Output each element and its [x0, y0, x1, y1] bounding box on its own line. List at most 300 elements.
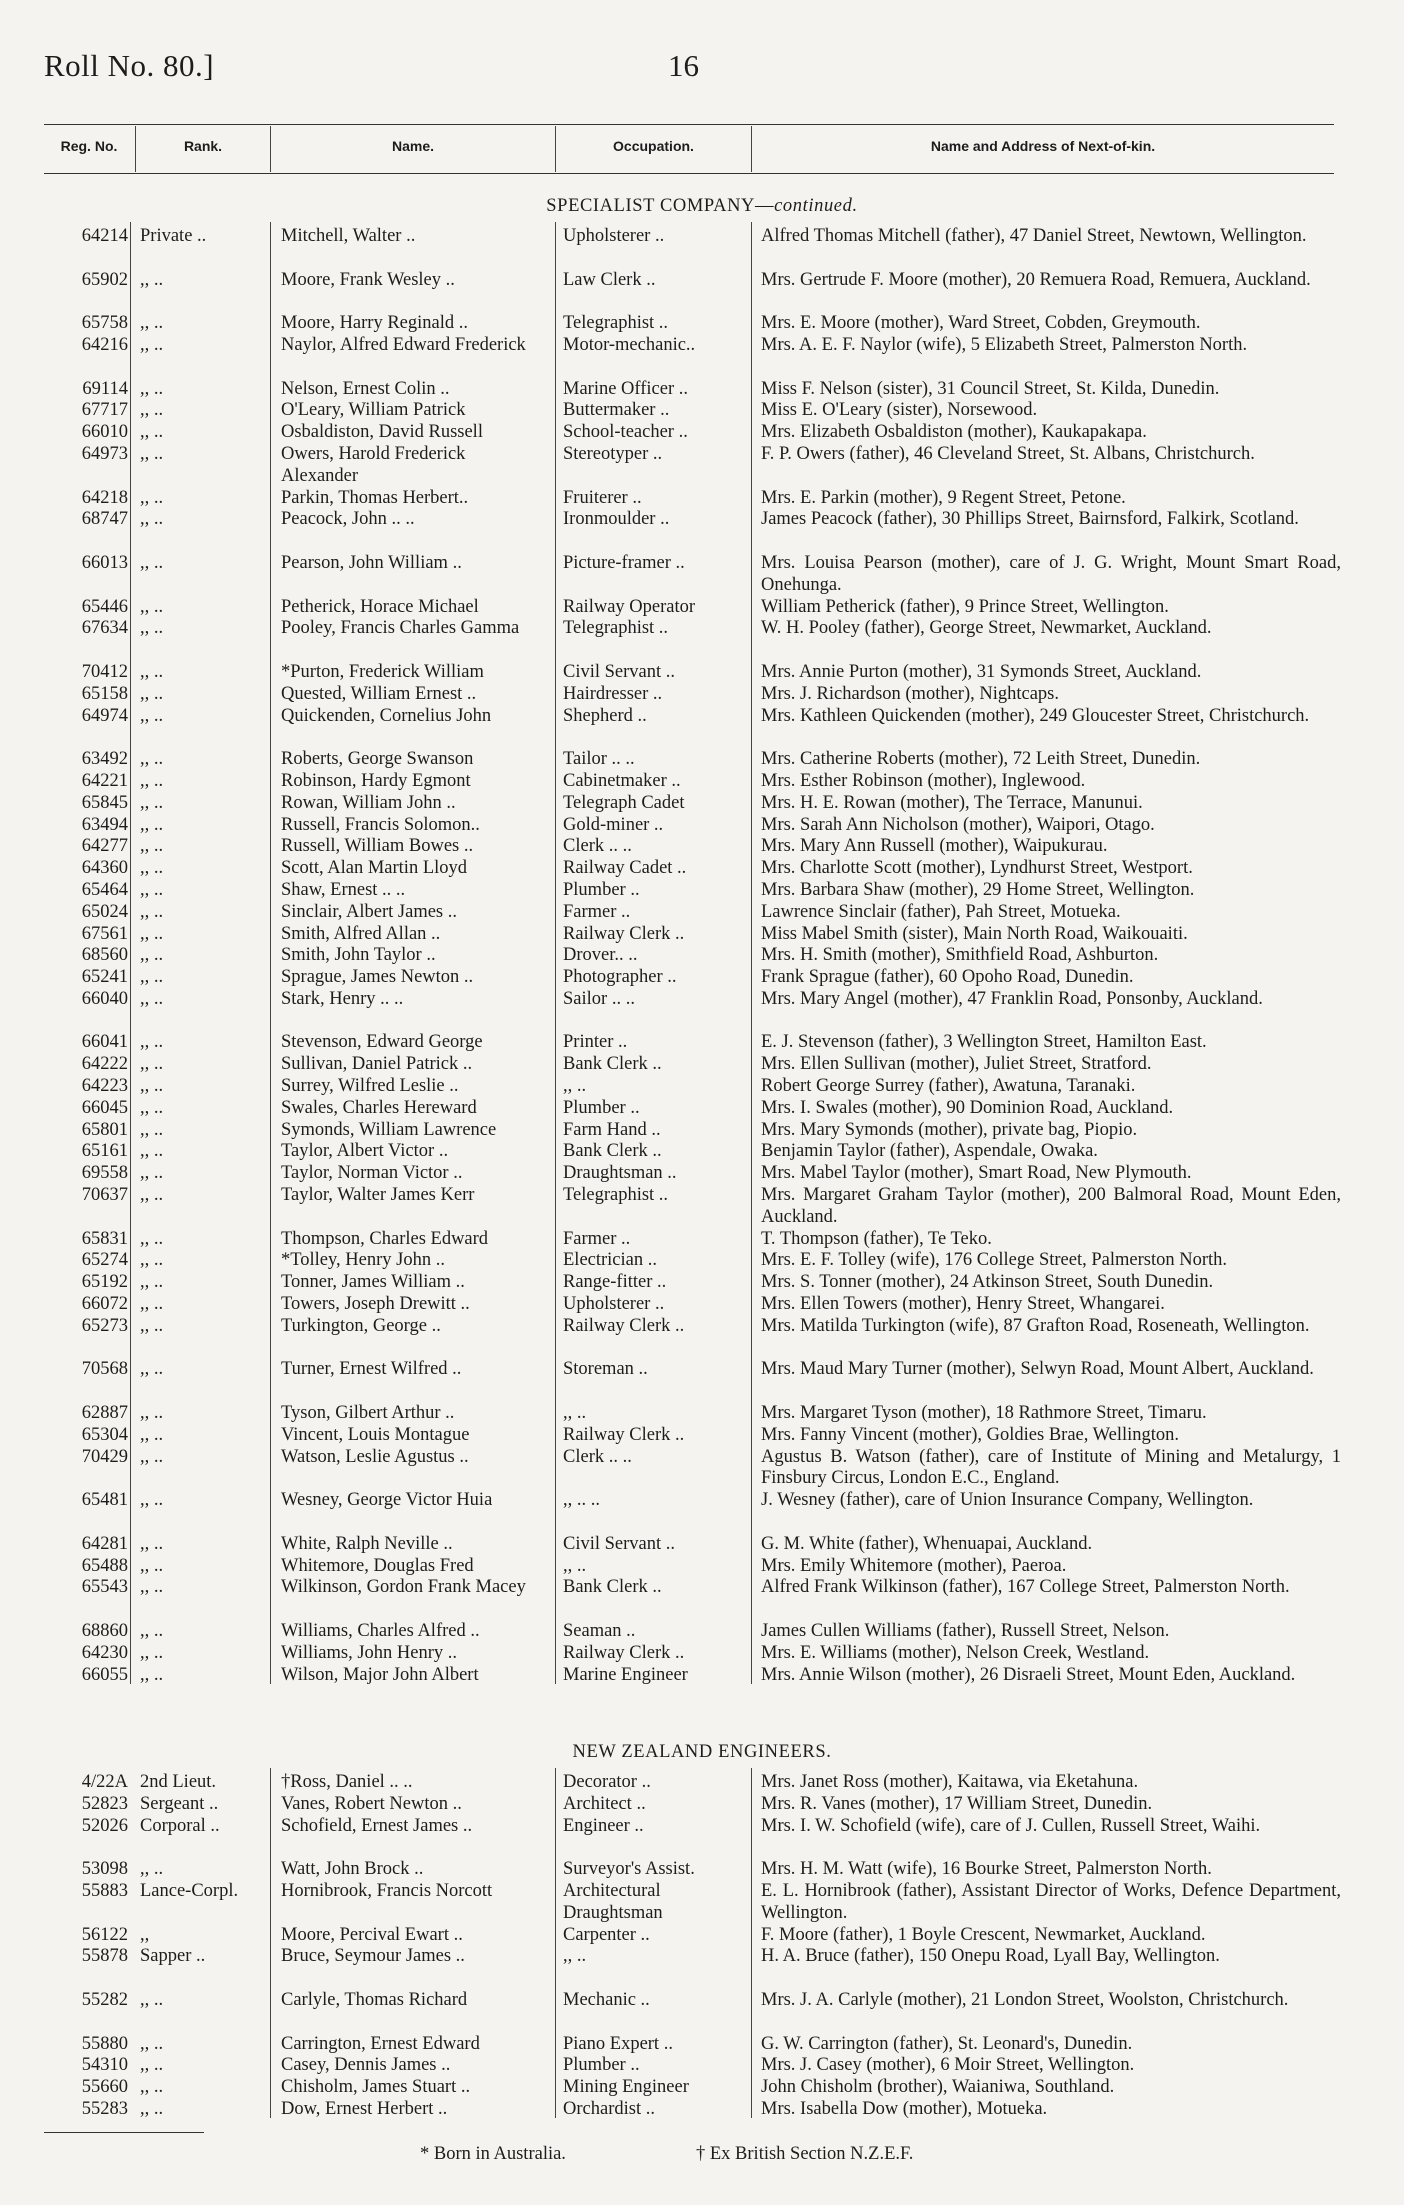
rank: ,, ..	[140, 1555, 164, 1576]
occupation: Decorator ..	[563, 1772, 651, 1792]
rank: ,,	[140, 1924, 150, 1945]
occupation: Piano Expert ..	[563, 2033, 673, 2054]
table-row	[0, 1643, 1404, 1665]
reg-number: 64277	[81, 836, 128, 857]
reg-number: 65241	[81, 967, 128, 988]
rank: ,, ..	[140, 2033, 164, 2054]
rank: ,, ..	[140, 836, 164, 857]
occupation: Ironmoulder ..	[563, 509, 670, 530]
table-row	[0, 684, 1404, 706]
reg-number: 67634	[81, 618, 128, 639]
table-row	[0, 1294, 1404, 1316]
soldier-name: Williams, Charles Alfred ..	[281, 1621, 480, 1641]
next-of-kin: G. W. Carrington (father), St. Leonard's, Dunedin.	[761, 2033, 1133, 2054]
engineers-table	[0, 1772, 1404, 2121]
reg-number: 70637	[81, 1185, 128, 1206]
reg-number: 66041	[81, 1032, 128, 1053]
occupation: Railway Clerk ..	[563, 923, 685, 944]
occupation: Law Clerk ..	[563, 269, 656, 290]
soldier-name: Nelson, Ernest Colin ..	[281, 378, 450, 399]
occupation: Carpenter ..	[563, 1924, 650, 1945]
occupation: Railway Clerk ..	[563, 1642, 685, 1663]
next-of-kin: Mrs. Janet Ross (mother), Kaitawa, via Eketahuna.	[761, 1772, 1139, 1792]
rank: ,, ..	[140, 334, 164, 355]
rank: ,, ..	[140, 378, 164, 399]
rank: ,, ..	[140, 2055, 164, 2076]
next-of-kin: Miss E. O'Leary (sister), Norsewood.	[761, 400, 1038, 421]
soldier-name: Quested, William Ernest ..	[281, 683, 477, 704]
soldier-name: Wilkinson, Gordon Frank Macey	[281, 1577, 526, 1598]
next-of-kin: Mrs. Charlotte Scott (mother), Lyndhurst Street, Westport.	[761, 858, 1193, 879]
next-of-kin: Mrs. Mary Angel (mother), 47 Franklin Road, Ponsonby, Auckland.	[761, 988, 1263, 1009]
next-of-kin: Mrs. Annie Purton (mother), 31 Symonds Street, Auckland.	[761, 661, 1202, 682]
soldier-name: Carrington, Ernest Edward	[281, 2033, 480, 2054]
next-of-kin: Benjamin Taylor (father), Aspendale, Owaka.	[761, 1141, 1098, 1162]
soldier-name: Vanes, Robert Newton ..	[281, 1793, 462, 1814]
rank: ,, ..	[140, 1359, 164, 1380]
reg-number: 65273	[81, 1315, 128, 1336]
table-row	[0, 1447, 1404, 1491]
rank: ,, ..	[140, 1533, 164, 1554]
reg-number: 64223	[81, 1076, 128, 1097]
occupation: Picture-framer ..	[563, 552, 685, 573]
header-top-rule	[44, 124, 1334, 125]
rank: ,, ..	[140, 1119, 164, 1140]
next-of-kin: Mrs. Catherine Roberts (mother), 72 Leith Street, Dunedin.	[761, 749, 1201, 770]
rank: ,, ..	[140, 2098, 164, 2119]
next-of-kin: Mrs. H. E. Rowan (mother), The Terrace, Manunui.	[761, 792, 1143, 813]
soldier-name: White, Ralph Neville ..	[281, 1533, 453, 1554]
occupation: Mechanic ..	[563, 1989, 650, 2010]
occupation: Civil Servant ..	[563, 661, 676, 682]
table-row	[0, 1120, 1404, 1142]
soldier-name: Moore, Frank Wesley ..	[281, 269, 455, 290]
table-row	[0, 444, 1404, 488]
reg-number: 64230	[81, 1642, 128, 1663]
next-of-kin: Mrs. I. Swales (mother), 90 Dominion Road, Auckland.	[761, 1097, 1174, 1118]
rank: ,, ..	[140, 705, 164, 726]
rank: Sapper ..	[140, 1946, 206, 1967]
next-of-kin: Agustus B. Watson (father), care of Institute of Mining and Metalurgy, 1 Finsbury Circus, London E.C., England.	[761, 1446, 1341, 1489]
reg-number: 65902	[81, 269, 128, 290]
next-of-kin: Mrs. Matilda Turkington (wife), 87 Grafton Road, Roseneath, Wellington.	[761, 1315, 1310, 1336]
soldier-name: Peacock, John .. ..	[281, 509, 415, 530]
rank: ,, ..	[140, 618, 164, 639]
page-number: 16	[668, 48, 699, 83]
next-of-kin: Mrs. A. E. F. Naylor (wife), 5 Elizabeth Street, Palmerston North.	[761, 334, 1248, 355]
occupation: Farmer ..	[563, 901, 631, 922]
soldier-name: Whitemore, Douglas Fred	[281, 1555, 474, 1576]
table-row	[0, 1859, 1404, 1881]
table-row	[0, 1490, 1404, 1534]
soldier-name: Smith, John Taylor ..	[281, 945, 436, 966]
table-row	[0, 706, 1404, 750]
rank: ,, ..	[140, 1141, 164, 1162]
reg-number: 63492	[81, 749, 128, 770]
soldier-name: Wesney, George Victor Huia	[281, 1490, 493, 1511]
table-row	[0, 749, 1404, 771]
rank: ,, ..	[140, 1163, 164, 1184]
reg-number: 65488	[81, 1555, 128, 1576]
next-of-kin: E. L. Hornibrook (father), Assistant Director of Works, Defence Department, Wellington.	[761, 1880, 1341, 1923]
reg-number: 65446	[81, 596, 128, 617]
rank: ,, ..	[140, 1490, 164, 1511]
next-of-kin: Alfred Thomas Mitchell (father), 47 Daniel Street, Newtown, Wellington.	[761, 226, 1307, 246]
table-row	[0, 2034, 1404, 2056]
occupation: Plumber ..	[563, 1097, 640, 1118]
reg-number: 64281	[81, 1533, 128, 1554]
rank: ,, ..	[140, 1642, 164, 1663]
rank: ,, ..	[140, 923, 164, 944]
soldier-name: Smith, Alfred Allan ..	[281, 923, 441, 944]
occupation: Clerk .. ..	[563, 836, 632, 857]
table-row	[0, 1816, 1404, 1860]
table-row	[0, 924, 1404, 946]
reg-number: 69114	[82, 378, 128, 399]
table-row	[0, 771, 1404, 793]
occupation: Telegraph Cadet	[563, 792, 685, 813]
reg-number: 4/22A	[81, 1772, 128, 1792]
rank: ,, ..	[140, 1294, 164, 1315]
next-of-kin: Lawrence Sinclair (father), Pah Street, Motueka.	[761, 901, 1121, 922]
soldier-name: Stark, Henry .. ..	[281, 988, 404, 1009]
table-row	[0, 1403, 1404, 1425]
reg-number: 66040	[81, 988, 128, 1009]
table-row	[0, 313, 1404, 335]
table-row	[0, 815, 1404, 837]
reg-number: 66045	[81, 1097, 128, 1118]
table-row	[0, 226, 1404, 270]
reg-number: 66013	[81, 552, 128, 573]
reg-number: 53098	[81, 1859, 128, 1880]
reg-number: 55283	[81, 2098, 128, 2119]
next-of-kin: Mrs. Gertrude F. Moore (mother), 20 Remuera Road, Remuera, Auckland.	[761, 269, 1311, 290]
reg-number: 65158	[81, 683, 128, 704]
footnote-born-australia: * Born in Australia.	[420, 2144, 566, 2164]
table-row	[0, 902, 1404, 924]
table-row	[0, 1621, 1404, 1643]
occupation: Drover.. ..	[563, 945, 638, 966]
next-of-kin: Mrs. Annie Wilson (mother), 26 Disraeli Street, Mount Eden, Auckland.	[761, 1664, 1296, 1685]
section-title	[0, 196, 1404, 217]
next-of-kin: Mrs. E. Parkin (mother), 9 Regent Street, Petone.	[761, 487, 1126, 508]
occupation: Sailor .. ..	[563, 988, 635, 1009]
rank: Private ..	[140, 226, 207, 246]
reg-number: 64974	[81, 705, 128, 726]
soldier-name: Tonner, James William ..	[281, 1272, 465, 1293]
table-row	[0, 1054, 1404, 1076]
occupation: Electrician ..	[563, 1250, 657, 1271]
next-of-kin: F. P. Owers (father), 46 Cleveland Street, St. Albans, Christchurch.	[761, 443, 1255, 464]
reg-number: 64360	[81, 858, 128, 879]
occupation: Photographer ..	[563, 967, 677, 988]
reg-number: 62887	[81, 1403, 128, 1424]
soldier-name: Swales, Charles Hereward	[281, 1097, 477, 1118]
next-of-kin: Mrs. Ellen Towers (mother), Henry Street, Whangarei.	[761, 1294, 1165, 1315]
soldier-name: Mitchell, Walter ..	[281, 226, 416, 246]
soldier-name: Towers, Joseph Drewitt ..	[281, 1294, 470, 1315]
rank: ,, ..	[140, 1032, 164, 1053]
table-row	[0, 488, 1404, 510]
reg-number: 70412	[81, 661, 128, 682]
next-of-kin: Frank Sprague (father), 60 Opoho Road, Dunedin.	[761, 967, 1134, 988]
soldier-name: Watson, Leslie Agustus ..	[281, 1446, 469, 1467]
next-of-kin: Mrs. Louisa Pearson (mother), care of J. G. Wright, Mount Smart Road, Onehunga.	[761, 552, 1341, 595]
soldier-name: Parkin, Thomas Herbert..	[281, 487, 469, 508]
soldier-name: Shaw, Ernest .. ..	[281, 879, 406, 900]
table-row	[0, 880, 1404, 902]
soldier-name: Taylor, Albert Victor ..	[281, 1141, 449, 1162]
table-row	[0, 967, 1404, 989]
soldier-name: Williams, John Henry ..	[281, 1642, 458, 1663]
table-row	[0, 858, 1404, 880]
soldier-name: Moore, Harry Reginald ..	[281, 313, 469, 334]
rank: 2nd Lieut.	[140, 1772, 217, 1792]
next-of-kin: Mrs. E. F. Tolley (wife), 176 College Street, Palmerston North.	[761, 1250, 1227, 1271]
next-of-kin: Mrs. I. W. Schofield (wife), care of J. Cullen, Russell Street, Waihi.	[761, 1815, 1261, 1836]
soldier-name: *Purton, Frederick William	[281, 661, 484, 682]
next-of-kin: Mrs. Margaret Graham Taylor (mother), 200 Balmoral Road, Mount Eden, Auckland.	[761, 1185, 1341, 1227]
soldier-name: Moore, Percival Ewart ..	[281, 1924, 463, 1945]
occupation: Marine Officer ..	[563, 378, 688, 399]
rank: ,, ..	[140, 1054, 164, 1075]
rank: ,, ..	[140, 1859, 164, 1880]
occupation: Mining Engineer	[563, 2077, 689, 2098]
col-header-occupation: Occupation.	[613, 138, 694, 154]
rank: ,, ..	[140, 683, 164, 704]
next-of-kin: William Petherick (father), 9 Prince Street, Wellington.	[761, 596, 1169, 617]
soldier-name: *Tolley, Henry John ..	[281, 1250, 445, 1271]
rank: ,, ..	[140, 2077, 164, 2098]
next-of-kin: James Cullen Williams (father), Russell Street, Nelson.	[761, 1621, 1170, 1641]
occupation: Railway Clerk ..	[563, 1315, 685, 1336]
table-row	[0, 597, 1404, 619]
next-of-kin: Mrs. R. Vanes (mother), 17 William Street, Dunedin.	[761, 1793, 1153, 1814]
table-row	[0, 793, 1404, 815]
reg-number: 55282	[81, 1989, 128, 2010]
occupation: Telegraphist ..	[563, 618, 669, 639]
table-row	[0, 1141, 1404, 1163]
soldier-name: Petherick, Horace Michael	[281, 596, 479, 617]
footer-rule	[44, 2132, 204, 2133]
table-row	[0, 1316, 1404, 1360]
reg-number: 65464	[81, 879, 128, 900]
reg-number: 66010	[81, 422, 128, 443]
rank: ,, ..	[140, 269, 164, 290]
soldier-name: Chisholm, James Stuart ..	[281, 2077, 471, 2098]
table-row	[0, 1556, 1404, 1578]
soldier-name: Stevenson, Edward George	[281, 1032, 483, 1053]
soldier-name: Watt, John Brock ..	[281, 1859, 424, 1880]
table-row	[0, 1946, 1404, 1990]
reg-number: 66055	[81, 1664, 128, 1685]
table-row	[0, 1577, 1404, 1621]
table-row	[0, 618, 1404, 662]
col-header-kin: Name and Address of Next-of-kin.	[930, 138, 1156, 154]
occupation: Printer ..	[563, 1032, 628, 1053]
rank: ,, ..	[140, 879, 164, 900]
occupation: Upholsterer ..	[563, 1294, 665, 1315]
table-row	[0, 1098, 1404, 1120]
soldier-name: Pearson, John William ..	[281, 552, 462, 573]
reg-number: 68747	[81, 509, 128, 530]
soldier-name: Owers, Harold Frederick Alexander	[281, 443, 466, 486]
next-of-kin: Mrs. J. A. Carlyle (mother), 21 London Street, Woolston, Christchurch.	[761, 1989, 1289, 2010]
soldier-name: Scott, Alan Martin Lloyd	[281, 858, 468, 879]
table-row	[0, 1794, 1404, 1816]
next-of-kin: Mrs. Mary Symonds (mother), private bag, Piopio.	[761, 1119, 1138, 1140]
reg-number: 66072	[81, 1294, 128, 1315]
next-of-kin: Mrs. Mabel Taylor (mother), Smart Road, New Plymouth.	[761, 1163, 1192, 1184]
occupation: Farm Hand ..	[563, 1119, 661, 1140]
next-of-kin: Mrs. Kathleen Quickenden (mother), 249 Gloucester Street, Christchurch.	[761, 705, 1310, 726]
table-row	[0, 1272, 1404, 1294]
reg-number: 68860	[81, 1621, 128, 1641]
table-row	[0, 1076, 1404, 1098]
next-of-kin: Alfred Frank Wilkinson (father), 167 College Street, Palmerston North.	[761, 1577, 1290, 1598]
next-of-kin: Mrs. Barbara Shaw (mother), 29 Home Street, Wellington.	[761, 879, 1195, 900]
table-row	[0, 2077, 1404, 2099]
col-header-reg: Reg. No.	[60, 138, 118, 154]
rank: ,, ..	[140, 988, 164, 1009]
soldier-name: Bruce, Seymour James ..	[281, 1946, 465, 1967]
reg-number: 65758	[81, 313, 128, 334]
soldier-name: Surrey, Wilfred Leslie ..	[281, 1076, 459, 1097]
next-of-kin: T. Thompson (father), Te Teko.	[761, 1228, 992, 1249]
rank: ,, ..	[140, 422, 164, 443]
next-of-kin: Robert George Surrey (father), Awatuna, Taranaki.	[761, 1076, 1136, 1097]
reg-number: 65831	[81, 1228, 128, 1249]
occupation: Shepherd ..	[563, 705, 647, 726]
occupation: ,, ..	[563, 1555, 587, 1576]
occupation: Plumber ..	[563, 879, 640, 900]
specialist-company-table	[0, 226, 1404, 1708]
soldier-name: Casey, Dennis James ..	[281, 2055, 451, 2076]
soldier-name: Osbaldiston, David Russell	[281, 422, 483, 443]
table-row	[0, 1032, 1404, 1054]
reg-number: 54310	[81, 2055, 128, 2076]
soldier-name: Naylor, Alfred Edward Frederick	[281, 334, 526, 355]
next-of-kin: Mrs. Emily Whitemore (mother), Paeroa.	[761, 1555, 1067, 1576]
soldier-name: Schofield, Ernest James ..	[281, 1815, 473, 1836]
next-of-kin: Miss Mabel Smith (sister), Main North Road, Waikouaiti.	[761, 923, 1188, 944]
occupation: Stereotyper ..	[563, 443, 663, 464]
rank: ,, ..	[140, 1403, 164, 1424]
soldier-name: Taylor, Norman Victor ..	[281, 1163, 463, 1184]
reg-number: 64214	[81, 226, 128, 246]
table-row	[0, 1185, 1404, 1229]
reg-number: 63494	[81, 814, 128, 835]
occupation: Civil Servant ..	[563, 1533, 676, 1554]
soldier-name: Carlyle, Thomas Richard	[281, 1989, 468, 2010]
soldier-name: Wilson, Major John Albert	[281, 1664, 479, 1685]
occupation: Engineer ..	[563, 1815, 644, 1836]
next-of-kin: Mrs. Ellen Sullivan (mother), Juliet Street, Stratford.	[761, 1054, 1152, 1075]
rank: ,, ..	[140, 901, 164, 922]
soldier-name: Quickenden, Cornelius John	[281, 705, 492, 726]
table-row	[0, 1250, 1404, 1272]
table-row	[0, 1534, 1404, 1556]
occupation: Hairdresser ..	[563, 683, 663, 704]
occupation: Railway Cadet ..	[563, 858, 687, 879]
reg-number: 65304	[81, 1424, 128, 1445]
occupation: Fruiterer ..	[563, 487, 642, 508]
rank: Sergeant ..	[140, 1793, 219, 1814]
reg-number: 55660	[81, 2077, 128, 2098]
occupation: Draughtsman ..	[563, 1163, 677, 1184]
reg-number: 67561	[81, 923, 128, 944]
reg-number: 64973	[81, 443, 128, 464]
soldier-name: Rowan, William John ..	[281, 792, 456, 813]
occupation: Clerk .. ..	[563, 1446, 632, 1467]
reg-number: 65192	[81, 1272, 128, 1293]
rank: ,, ..	[140, 770, 164, 791]
next-of-kin: John Chisholm (brother), Waianiwa, Southland.	[761, 2077, 1115, 2098]
rank: ,, ..	[140, 792, 164, 813]
table-row	[0, 1229, 1404, 1251]
next-of-kin: Mrs. H. M. Watt (wife), 16 Bourke Street, Palmerston North.	[761, 1859, 1212, 1880]
rank: ,, ..	[140, 661, 164, 682]
section-title-text: SPECIALIST COMPANY—	[546, 196, 775, 216]
soldier-name: Vincent, Louis Montague	[281, 1424, 470, 1445]
reg-number: 55883	[81, 1880, 128, 1901]
next-of-kin: Mrs. Isabella Dow (mother), Motueka.	[761, 2098, 1048, 2119]
rank: Corporal ..	[140, 1815, 220, 1836]
rank: ,, ..	[140, 1250, 164, 1271]
soldier-name: Dow, Ernest Herbert ..	[281, 2098, 448, 2119]
soldier-name: Turkington, George ..	[281, 1315, 441, 1336]
table-row	[0, 1990, 1404, 2034]
table-row	[0, 945, 1404, 967]
next-of-kin: Miss F. Nelson (sister), 31 Council Street, St. Kilda, Dunedin.	[761, 378, 1220, 399]
table-row	[0, 662, 1404, 684]
reg-number: 55878	[81, 1946, 128, 1967]
occupation: Railway Clerk ..	[563, 1424, 685, 1445]
section-title-suffix: continued.	[774, 196, 858, 216]
occupation: Motor-mechanic..	[563, 334, 696, 355]
reg-number: 69558	[81, 1163, 128, 1184]
occupation: Seaman ..	[563, 1621, 636, 1641]
table-row	[0, 989, 1404, 1033]
occupation: Range-fitter ..	[563, 1272, 667, 1293]
soldier-name: Turner, Ernest Wilfred ..	[281, 1359, 462, 1380]
occupation: ,, ..	[563, 1403, 587, 1424]
occupation: Tailor .. ..	[563, 749, 635, 770]
soldier-name: Robinson, Hardy Egmont	[281, 770, 471, 791]
table-row	[0, 1163, 1404, 1185]
table-row	[0, 1881, 1404, 1925]
reg-number: 55880	[81, 2033, 128, 2054]
table-row	[0, 379, 1404, 401]
reg-number: 65024	[81, 901, 128, 922]
occupation: Upholsterer ..	[563, 226, 665, 246]
soldier-name: Russell, Francis Solomon..	[281, 814, 480, 835]
occupation: Bank Clerk ..	[563, 1577, 662, 1598]
occupation: Buttermaker ..	[563, 400, 670, 421]
rank: ,, ..	[140, 1577, 164, 1598]
occupation: ,, ..	[563, 1076, 587, 1097]
occupation: Railway Operator	[563, 596, 696, 617]
occupation: Storeman ..	[563, 1359, 648, 1380]
soldier-name: O'Leary, William Patrick	[281, 400, 466, 421]
section-title-text: NEW ZEALAND ENGINEERS.	[572, 1742, 832, 1762]
soldier-name: Thompson, Charles Edward	[281, 1228, 489, 1249]
next-of-kin: Mrs. S. Tonner (mother), 24 Atkinson Street, South Dunedin.	[761, 1272, 1214, 1293]
reg-number: 67717	[81, 400, 128, 421]
soldier-name: Hornibrook, Francis Norcott	[281, 1880, 493, 1901]
table-row	[0, 270, 1404, 314]
occupation: Architectural Draughtsman	[563, 1880, 663, 1923]
